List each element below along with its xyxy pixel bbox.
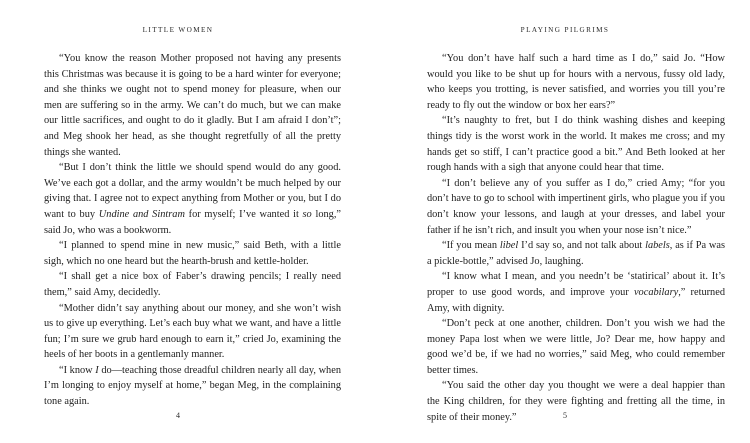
paragraph: “I shall get a nice box of Faber’s drawing pencils; I really need them,” said Amy, decidedly.: [44, 271, 341, 298]
page-number-left: 4: [176, 411, 180, 420]
paragraph: “You know the reason Mother proposed not having any presents this Christmas was because it is going to be a hard winter for everyone; and she thinks we ought not to spend money for pleasure, when our men are suffering so in the army. We can’t do much, but we can make our little sacrifices, and ought to do it gladly. But I am afraid I don’t”; and Meg shook her head, as she thought regretfully of all the pretty things she wanted.: [44, 53, 341, 158]
paragraph: “If you mean libel I’d say so, and not talk about labels, as if Pa was a pickle-bottle,” advised Jo, laughing.: [427, 240, 726, 267]
paragraph: “You don’t have half such a hard time as I do,” said Jo. “How would you like to be shut up for hours with a nervous, fussy old lady, who keeps you trotting, is never satisfied, and worries you till you’re ready to fly out the window or box her ears?”: [427, 53, 725, 111]
left-page-body: [44, 51, 341, 410]
page-number-right: 5: [563, 411, 567, 420]
paragraph: “I planned to spend mine in new music,” said Beth, with a little sigh, which no one heard but the hearth-brush and kettle-holder.: [44, 240, 341, 267]
paragraph: “I don’t believe any of you suffer as I do,” cried Amy; “for you don’t have to go to school with impertinent girls, who plague you if you don’t know your lessons, and laugh at your dresses, and label your father if he isn’t rich, and insult you when your nose isn’t nice.”: [427, 177, 726, 236]
paragraph: “You said the other day you thought we were a deal happier than the King children, for they were fighting and fretting all the time, in spite of their money.”: [427, 380, 725, 423]
right-page-body: [427, 51, 725, 425]
right-page: [375, 0, 750, 443]
paragraph: “I know I do—teaching those dreadful children nearly all day, when I’m longing to enjoy myself at home,” began Meg, in the complaining tone again.: [44, 364, 341, 408]
running-head-left: LITTLE WOMEN: [142, 26, 214, 34]
paragraph: “Mother didn’t say anything about our money, and she won’t wish us to give up everything. Let’s each buy what we want, and have a little fun; I’m sure we grub hard enough to earn it,” cried Jo, examining the heels of her boots in a gentlemanly manner.: [44, 302, 341, 361]
paragraph: “Don’t peck at one another, children. Don’t you wish we had the money Papa lost when we were little, Jo? Dear me, how happy and good we’d be, if we had no worries,” said Meg, who could remember better times.: [427, 318, 725, 376]
paragraph: “But I don’t think the little we should spend would do any good. We’ve each got a dollar, and the army wouldn’t be much helped by our giving that. I agree not to expect anything from Mother or you, but I do want to buy Undine and Sintram for myself; I’ve wanted it so long,” said Jo, who was a bookworm.: [44, 162, 342, 236]
running-head-right: PLAYING PILGRIMS: [520, 26, 610, 34]
paragraph: “It’s naughty to fret, but I do think washing dishes and keeping things tidy is the worst work in the world. It makes me cross; and my hands get so stiff, I can’t practice good a bit.” And Beth looked at her rough hands with a sigh that anyone could hear that time.: [427, 115, 725, 174]
paragraph: “I know what I mean, and you needn’t be ‘statirical’ about it. It’s proper to use good words, and improve your vocabilary,” returned Amy, with dignity.: [427, 271, 725, 314]
